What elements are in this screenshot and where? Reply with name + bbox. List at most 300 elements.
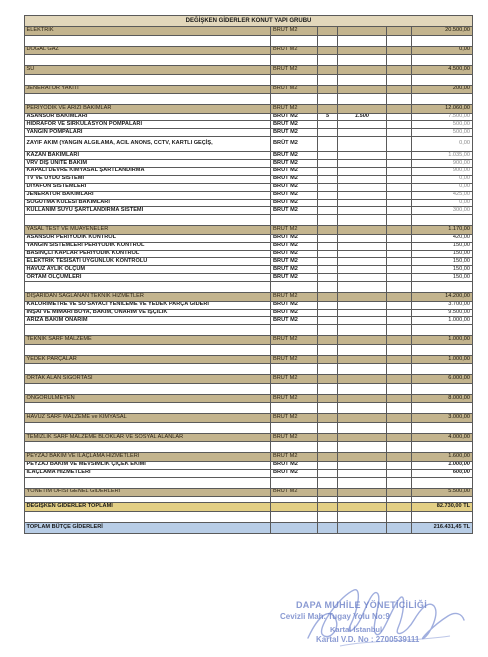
amount-cell: 150,00 — [412, 242, 473, 250]
expense-name-cell: YASAL TEST VE MUAYENELER — [25, 226, 271, 235]
expense-name-cell: HAVUZ AYLIK ÖLÇÜM — [25, 266, 271, 274]
empty-cell — [25, 215, 271, 226]
budget-total-row — [25, 523, 473, 534]
empty-cell — [271, 422, 318, 433]
unit-price-cell: 1.500 — [338, 113, 387, 121]
unit-price-cell — [338, 207, 387, 215]
unit-price-cell — [338, 523, 387, 534]
table-title: DEĞİŞKEN GİDERLER KONUT YAPI GRUBU — [25, 16, 473, 27]
blank-cell — [387, 234, 412, 242]
empty-cell — [271, 512, 318, 523]
unit-price-cell — [338, 152, 387, 160]
expense-name-cell: YEDEK PARÇALAR — [25, 355, 271, 364]
unit-cell: BRÜT M2 — [271, 453, 318, 462]
unit-price-cell — [338, 46, 387, 55]
category-row — [25, 85, 473, 94]
unit-cell: BRÜT M2 — [271, 183, 318, 191]
empty-cell — [25, 344, 271, 355]
empty-cell — [338, 422, 387, 433]
quantity-cell — [318, 266, 338, 274]
unit-cell: BRÜT M2 — [271, 301, 318, 309]
empty-cell — [387, 55, 412, 66]
empty-cell — [271, 364, 318, 375]
unit-price-cell — [338, 433, 387, 442]
unit-cell: BRÜT M2 — [271, 226, 318, 235]
quantity-cell — [318, 199, 338, 207]
unit-cell: BRÜT M2 — [271, 469, 318, 477]
line-item-row — [25, 199, 473, 207]
line-item-row — [25, 234, 473, 242]
unit-price-cell — [338, 274, 387, 282]
empty-cell — [387, 325, 412, 336]
spacer-row — [25, 94, 473, 105]
expense-name-cell: ELEKTRİK — [25, 27, 271, 36]
unit-cell: BRÜT M2 — [271, 242, 318, 250]
quantity-cell — [318, 66, 338, 75]
empty-cell — [318, 512, 338, 523]
category-row — [25, 453, 473, 462]
quantity-cell — [318, 242, 338, 250]
quantity-cell — [318, 250, 338, 258]
empty-cell — [271, 282, 318, 293]
unit-price-cell — [338, 503, 387, 512]
amount-cell: 900,00 — [412, 160, 473, 168]
empty-cell — [338, 94, 387, 105]
category-row — [25, 27, 473, 36]
line-item-row — [25, 113, 473, 121]
unit-price-cell — [338, 183, 387, 191]
quantity-cell — [318, 121, 338, 129]
empty-cell — [338, 55, 387, 66]
expense-name-cell: SU — [25, 66, 271, 75]
empty-cell — [338, 215, 387, 226]
amount-cell: 150,00 — [412, 258, 473, 266]
empty-cell — [412, 512, 473, 523]
blank-cell — [387, 66, 412, 75]
quantity-cell — [318, 375, 338, 384]
category-row — [25, 488, 473, 497]
empty-cell — [412, 383, 473, 394]
blank-cell — [387, 414, 412, 423]
unit-cell: BRÜT M2 — [271, 113, 318, 121]
empty-cell — [25, 35, 271, 46]
expense-name-cell: DOĞAL GAZ — [25, 46, 271, 55]
empty-cell — [318, 35, 338, 46]
empty-cell — [338, 477, 387, 488]
blank-cell — [387, 160, 412, 168]
unit-price-cell — [338, 234, 387, 242]
unit-price-cell — [338, 488, 387, 497]
unit-cell: BRÜT M2 — [271, 160, 318, 168]
empty-cell — [338, 325, 387, 336]
empty-cell — [318, 215, 338, 226]
line-item-row — [25, 469, 473, 477]
empty-cell — [412, 477, 473, 488]
category-row — [25, 46, 473, 55]
unit-cell: BRÜT M2 — [271, 414, 318, 423]
unit-price-cell — [338, 317, 387, 325]
line-item-row — [25, 183, 473, 191]
spacer-row — [25, 512, 473, 523]
blank-cell — [387, 461, 412, 469]
quantity-cell — [318, 336, 338, 345]
quantity-cell — [318, 191, 338, 199]
spacer-row — [25, 383, 473, 394]
empty-cell — [318, 55, 338, 66]
amount-cell: 82.730,00 TL — [412, 503, 473, 512]
unit-price-cell — [338, 258, 387, 266]
unit-cell: BRÜT M2 — [271, 207, 318, 215]
blank-cell — [387, 336, 412, 345]
category-row — [25, 226, 473, 235]
unit-price-cell — [338, 250, 387, 258]
quantity-cell — [318, 317, 338, 325]
empty-cell — [318, 422, 338, 433]
table-title-row — [25, 16, 473, 27]
empty-cell — [25, 282, 271, 293]
empty-cell — [318, 94, 338, 105]
empty-cell — [412, 55, 473, 66]
empty-cell — [387, 477, 412, 488]
empty-cell — [387, 344, 412, 355]
amount-cell: 200,00 — [412, 85, 473, 94]
empty-cell — [412, 74, 473, 85]
amount-cell: 1.000,00 — [412, 317, 473, 325]
expense-name-cell: TV VE UYDU SİSTEMİ — [25, 175, 271, 183]
expense-name-cell: ZAYIF AKIM (YANGIN ALGILAMA, ACIL ANONS, CCTV, KARTLI GEÇİŞ, — [25, 137, 271, 152]
spacer-row — [25, 442, 473, 453]
stamp-city: Kartal İstanbul — [330, 625, 383, 634]
quantity-cell — [318, 183, 338, 191]
expense-name-cell: KAPALI DEVRE KİMYASAL ŞARTLANDIRMA — [25, 167, 271, 175]
spacer-row — [25, 364, 473, 375]
category-row — [25, 293, 473, 302]
unit-cell: BRÜT M2 — [271, 66, 318, 75]
empty-cell — [25, 442, 271, 453]
blank-cell — [387, 129, 412, 137]
empty-cell — [318, 383, 338, 394]
quantity-cell — [318, 226, 338, 235]
category-row — [25, 375, 473, 384]
unit-price-cell — [338, 266, 387, 274]
unit-cell: BRÜT M2 — [271, 27, 318, 36]
unit-cell: BRÜT M2 — [271, 461, 318, 469]
blank-cell — [387, 207, 412, 215]
unit-price-cell — [338, 191, 387, 199]
amount-cell: 20.500,00 — [412, 27, 473, 36]
quantity-cell — [318, 394, 338, 403]
line-item-row — [25, 121, 473, 129]
unit-price-cell — [338, 175, 387, 183]
blank-cell — [387, 355, 412, 364]
quantity-cell — [318, 85, 338, 94]
amount-cell: 1.170,00 — [412, 226, 473, 235]
spacer-row — [25, 35, 473, 46]
category-row — [25, 355, 473, 364]
unit-cell: BRÜT M2 — [271, 293, 318, 302]
unit-price-cell — [338, 27, 387, 36]
quantity-cell — [318, 46, 338, 55]
unit-price-cell — [338, 293, 387, 302]
amount-cell: 0,00 — [412, 46, 473, 55]
amount-cell: 425,00 — [412, 191, 473, 199]
amount-cell: 8.000,00 — [412, 394, 473, 403]
blank-cell — [387, 152, 412, 160]
blank-cell — [387, 137, 412, 152]
blank-cell — [387, 488, 412, 497]
quantity-cell — [318, 433, 338, 442]
quantity-cell — [318, 274, 338, 282]
unit-cell: BRÜT M2 — [271, 46, 318, 55]
quantity-cell — [318, 137, 338, 152]
stamp-company-name: DAPA MUHİLE YÖNETİCİLİĞİ — [296, 600, 428, 610]
unit-price-cell — [338, 137, 387, 152]
empty-cell — [387, 35, 412, 46]
empty-cell — [271, 74, 318, 85]
expense-name-cell: BASINÇLI KAPLAR PERİYODİK KONTROL — [25, 250, 271, 258]
unit-price-cell — [338, 226, 387, 235]
unit-cell: BRÜT M2 — [271, 234, 318, 242]
unit-price-cell — [338, 336, 387, 345]
blank-cell — [387, 85, 412, 94]
quantity-cell — [318, 469, 338, 477]
expense-name-cell: DIŞARIDAN SAĞLANAN TEKNİK HİZMETLER — [25, 293, 271, 302]
expense-name-cell: ORTAM ÖLÇÜMLERİ — [25, 274, 271, 282]
category-row — [25, 414, 473, 423]
category-row — [25, 66, 473, 75]
amount-cell: 6.000,00 — [412, 375, 473, 384]
category-row — [25, 105, 473, 114]
unit-price-cell — [338, 167, 387, 175]
line-item-row — [25, 175, 473, 183]
unit-cell: BRÜT M2 — [271, 152, 318, 160]
empty-cell — [271, 442, 318, 453]
unit-cell: BRÜT M2 — [271, 433, 318, 442]
quantity-cell — [318, 523, 338, 534]
empty-cell — [387, 442, 412, 453]
empty-cell — [25, 94, 271, 105]
empty-cell — [412, 422, 473, 433]
empty-cell — [25, 422, 271, 433]
empty-cell — [318, 344, 338, 355]
unit-cell: BRÜT M2 — [271, 336, 318, 345]
amount-cell: 3.700,00 — [412, 301, 473, 309]
expense-name-cell: HİDRAFOR VE SİRKÜLASYON POMPALARI — [25, 121, 271, 129]
empty-cell — [412, 35, 473, 46]
empty-cell — [25, 512, 271, 523]
empty-cell — [25, 325, 271, 336]
line-item-row — [25, 242, 473, 250]
empty-cell — [338, 344, 387, 355]
empty-cell — [25, 74, 271, 85]
quantity-cell — [318, 461, 338, 469]
empty-cell — [25, 403, 271, 414]
empty-cell — [318, 282, 338, 293]
empty-cell — [271, 215, 318, 226]
empty-cell — [338, 403, 387, 414]
unit-cell: BRÜT M2 — [271, 85, 318, 94]
empty-cell — [338, 74, 387, 85]
unit-price-cell — [338, 453, 387, 462]
blank-cell — [387, 394, 412, 403]
unit-price-cell — [338, 309, 387, 317]
unit-price-cell — [338, 129, 387, 137]
spacer-row — [25, 403, 473, 414]
blank-cell — [387, 317, 412, 325]
spacer-row — [25, 282, 473, 293]
category-row — [25, 336, 473, 345]
quantity-cell — [318, 503, 338, 512]
expense-name-cell: TEKNİK SARF MALZEME — [25, 336, 271, 345]
empty-cell — [387, 74, 412, 85]
empty-cell — [412, 282, 473, 293]
line-item-row — [25, 160, 473, 168]
expense-name-cell: ELEKTRİK TESİSATI UYGUNLUK KONTROLÜ — [25, 258, 271, 266]
expense-name-cell: PERİYODİK VE ARIZİ BAKIMLAR — [25, 105, 271, 114]
expense-name-cell: TEMİZLİK SARF MALZEME BLOKLAR VE SOSYAL ALANLAR — [25, 433, 271, 442]
expense-name-cell: ÖNGÖRÜLMEYEN — [25, 394, 271, 403]
quantity-cell — [318, 27, 338, 36]
empty-cell — [338, 383, 387, 394]
empty-cell — [412, 215, 473, 226]
empty-cell — [338, 364, 387, 375]
amount-cell: 9.500,00 — [412, 309, 473, 317]
empty-cell — [338, 282, 387, 293]
unit-price-cell — [338, 301, 387, 309]
company-stamp — [270, 592, 470, 652]
unit-cell: BRÜT M2 — [271, 191, 318, 199]
empty-cell — [318, 325, 338, 336]
spacer-row — [25, 215, 473, 226]
empty-cell — [338, 35, 387, 46]
amount-cell: 1.000,00 — [412, 355, 473, 364]
expense-name-cell: KULLANIM SUYU ŞARTLANDIRMA SİSTEMİ — [25, 207, 271, 215]
quantity-cell — [318, 301, 338, 309]
empty-cell — [412, 94, 473, 105]
blank-cell — [387, 503, 412, 512]
line-item-row — [25, 301, 473, 309]
unit-cell: BRÜT M2 — [271, 175, 318, 183]
empty-cell — [271, 477, 318, 488]
amount-cell: 420,00 — [412, 234, 473, 242]
unit-price-cell — [338, 242, 387, 250]
amount-cell: 5.500,00 — [412, 488, 473, 497]
line-item-row — [25, 207, 473, 215]
empty-cell — [25, 55, 271, 66]
blank-cell — [387, 274, 412, 282]
empty-cell — [338, 442, 387, 453]
empty-cell — [412, 364, 473, 375]
expense-name-cell: PEYZAJ BAKIM VE MEVSİMLİK ÇİÇEK EKİMİ — [25, 461, 271, 469]
empty-cell — [387, 512, 412, 523]
blank-cell — [387, 523, 412, 534]
amount-cell: 216.431,45 TL — [412, 523, 473, 534]
blank-cell — [387, 309, 412, 317]
expense-name-cell: ASANSÖR BAKIMLARI — [25, 113, 271, 121]
blank-cell — [387, 469, 412, 477]
unit-cell: BRÜT M2 — [271, 274, 318, 282]
empty-cell — [387, 364, 412, 375]
line-item-row — [25, 137, 473, 152]
blank-cell — [387, 242, 412, 250]
blank-cell — [387, 191, 412, 199]
unit-price-cell — [338, 199, 387, 207]
amount-cell: 900,00 — [412, 167, 473, 175]
expense-name-cell: KALORİMETRE VE SU SAYACI YENİLEME VE YEDEK PARÇA GİDERİ — [25, 301, 271, 309]
amount-cell: 500,00 — [412, 129, 473, 137]
line-item-row — [25, 258, 473, 266]
line-item-row — [25, 191, 473, 199]
unit-price-cell — [338, 375, 387, 384]
expense-name-cell: DİYAFON SİSTEMLERİ — [25, 183, 271, 191]
blank-cell — [387, 175, 412, 183]
blank-cell — [387, 226, 412, 235]
empty-cell — [387, 215, 412, 226]
expense-name-cell: İLAÇLAMA HİZMETLERİ — [25, 469, 271, 477]
spacer-row — [25, 477, 473, 488]
unit-cell: BRÜT M2 — [271, 129, 318, 137]
amount-cell: 4.000,00 — [412, 433, 473, 442]
quantity-cell: 5 — [318, 113, 338, 121]
amount-cell: 12.060,00 — [412, 105, 473, 114]
amount-cell: 500,00 — [412, 121, 473, 129]
amount-cell: 150,00 — [412, 266, 473, 274]
expense-name-cell: KAZAN BAKIMLARI — [25, 152, 271, 160]
empty-cell — [271, 403, 318, 414]
spacer-row — [25, 55, 473, 66]
line-item-row — [25, 167, 473, 175]
line-item-row — [25, 129, 473, 137]
quantity-cell — [318, 207, 338, 215]
unit-cell: BRÜT M2 — [271, 199, 318, 207]
amount-cell: 1.000,00 — [412, 336, 473, 345]
spacer-row — [25, 422, 473, 433]
unit-cell: BRÜT M2 — [271, 317, 318, 325]
blank-cell — [387, 433, 412, 442]
empty-cell — [271, 325, 318, 336]
unit-cell: BRÜT M2 — [271, 355, 318, 364]
amount-cell: 0,00 — [412, 199, 473, 207]
unit-price-cell — [338, 394, 387, 403]
blank-cell — [387, 46, 412, 55]
empty-cell — [25, 383, 271, 394]
empty-cell — [318, 403, 338, 414]
empty-cell — [387, 403, 412, 414]
quantity-cell — [318, 234, 338, 242]
empty-cell — [387, 383, 412, 394]
blank-cell — [387, 301, 412, 309]
quantity-cell — [318, 488, 338, 497]
unit-cell — [271, 503, 318, 512]
amount-cell: 1.600,00 — [412, 453, 473, 462]
quantity-cell — [318, 258, 338, 266]
spacer-row — [25, 74, 473, 85]
expense-name-cell: DEĞİŞKEN GİDERLER TOPLAMI — [25, 503, 271, 512]
unit-cell — [271, 523, 318, 534]
amount-cell: 0,00 — [412, 183, 473, 191]
blank-cell — [387, 27, 412, 36]
stamp-tax-number: Kartal V.D. No : 2700539111 — [316, 635, 420, 644]
quantity-cell — [318, 453, 338, 462]
expense-name-cell: JENERATÖR YAKITI — [25, 85, 271, 94]
empty-cell — [271, 35, 318, 46]
empty-cell — [318, 477, 338, 488]
amount-cell: 4.500,00 — [412, 66, 473, 75]
amount-cell: 150,00 — [412, 250, 473, 258]
unit-price-cell — [338, 85, 387, 94]
unit-price-cell — [338, 66, 387, 75]
unit-price-cell — [338, 105, 387, 114]
